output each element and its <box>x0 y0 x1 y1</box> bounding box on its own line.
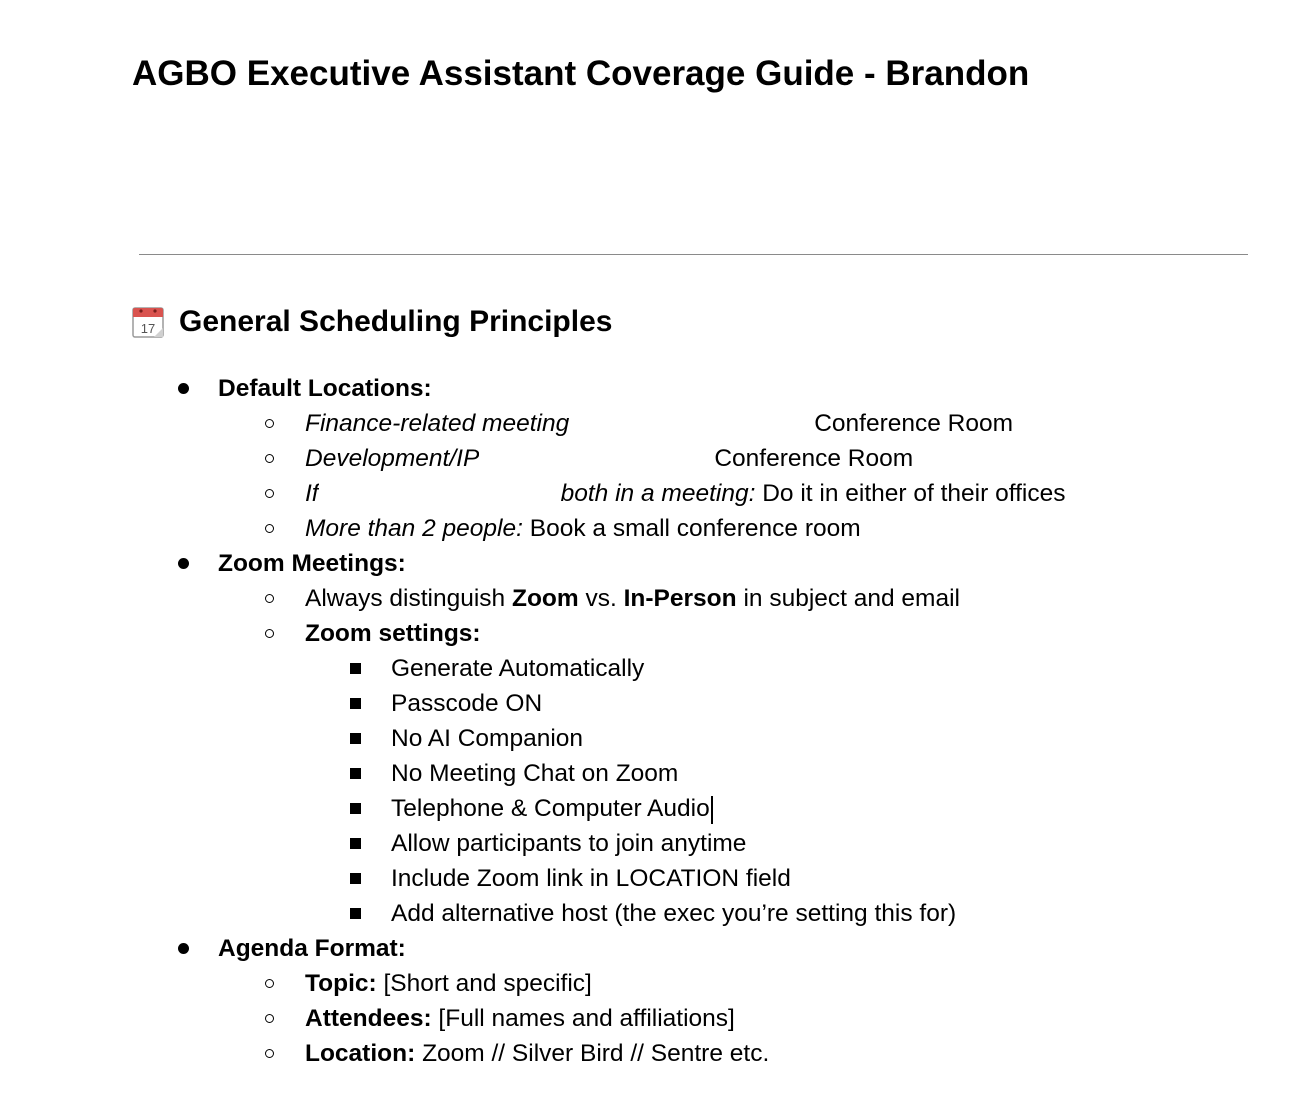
zoom-setting-text: Passcode ON <box>391 690 543 717</box>
zoom-setting-item <box>0 721 1314 756</box>
bullet-disc-icon <box>178 383 189 394</box>
redacted-region <box>319 480 561 510</box>
bullet-circle-icon <box>265 629 274 638</box>
agenda-value: [Short and specific] <box>383 970 592 997</box>
agenda-key: Topic: <box>305 970 377 997</box>
agenda-key: Location: <box>305 1040 416 1067</box>
default-locations-label: Default Locations: <box>218 375 432 402</box>
zoom-setting-text: Allow participants to join anytime <box>391 830 747 857</box>
agenda-value: [Full names and affiliations] <box>438 1005 735 1032</box>
distinguish-in-person: In-Person <box>623 585 737 612</box>
zoom-setting-text: No Meeting Chat on Zoom <box>391 760 679 787</box>
development-rest: Conference Room <box>714 445 914 472</box>
zoom-setting-item <box>0 651 1314 686</box>
agenda-value: Zoom // Silver Bird // Sentre etc. <box>422 1040 770 1067</box>
zoom-setting-item <box>0 896 1314 931</box>
finance-lead: Finance-related meeting <box>305 410 570 437</box>
bullet-circle-icon <box>265 419 274 428</box>
list-item-finance-meetings <box>0 406 1314 441</box>
agenda-format-label: Agenda Format: <box>218 935 406 962</box>
distinguish-post: in subject and email <box>743 585 960 612</box>
bullet-circle-icon <box>265 454 274 463</box>
bullet-circle-icon <box>265 979 274 988</box>
bullet-square-icon <box>350 733 361 744</box>
bullet-circle-icon <box>265 594 274 603</box>
list-item-default-locations <box>0 371 1314 406</box>
zoom-setting-item[interactable] <box>0 791 1314 826</box>
bullet-disc-icon <box>178 558 189 569</box>
both-rest: Do it in either of their offices <box>762 480 1066 507</box>
zoom-setting-text: Generate Automatically <box>391 655 645 682</box>
bullet-square-icon <box>350 838 361 849</box>
distinguish-vs: vs. <box>585 585 617 612</box>
zoom-setting-item <box>0 861 1314 896</box>
svg-text:17: 17 <box>140 321 156 336</box>
section-heading-text: General Scheduling Principles <box>179 305 613 338</box>
zoom-setting-item <box>0 686 1314 721</box>
list-item-agenda-location <box>0 1036 1314 1071</box>
bullet-circle-icon <box>265 1014 274 1023</box>
development-lead: Development/IP <box>305 445 480 472</box>
zoom-settings-label: Zoom settings: <box>305 620 481 647</box>
more-than-two-lead: More than 2 people: <box>305 515 523 542</box>
more-than-two-rest: Book a small conference room <box>529 515 861 542</box>
list-item-both-in-meeting <box>0 476 1314 511</box>
list-item-more-than-two <box>0 511 1314 546</box>
list-item-agenda-attendees <box>0 1001 1314 1036</box>
bullet-square-icon <box>350 768 361 779</box>
bullet-square-icon <box>350 698 361 709</box>
both-lead-2: both in a meeting: <box>560 480 756 507</box>
section-heading-scheduling <box>132 302 612 342</box>
both-lead: If <box>305 480 319 507</box>
bullet-circle-icon <box>265 489 274 498</box>
redacted-region <box>569 410 814 440</box>
bullet-square-icon <box>350 908 361 919</box>
bullet-disc-icon <box>178 943 189 954</box>
calendar-icon <box>132 306 164 338</box>
horizontal-divider <box>139 254 1248 255</box>
bullet-square-icon <box>350 803 361 814</box>
bullet-square-icon <box>350 873 361 884</box>
redacted-region <box>479 445 714 475</box>
zoom-setting-text[interactable]: Telephone & Computer Audio <box>391 795 710 822</box>
bullet-circle-icon <box>265 524 274 533</box>
list-item-agenda-topic <box>0 966 1314 1001</box>
distinguish-zoom: Zoom <box>512 585 579 612</box>
bullet-circle-icon <box>265 1049 274 1058</box>
list-item-zoom-meetings <box>0 546 1314 581</box>
document-title: AGBO Executive Assistant Coverage Guide - Brandon <box>132 54 1030 93</box>
list-item-agenda-format <box>0 931 1314 966</box>
distinguish-pre: Always distinguish <box>305 585 506 612</box>
agenda-key: Attendees: <box>305 1005 432 1032</box>
finance-rest: Conference Room <box>814 410 1014 437</box>
list-item-distinguish <box>0 581 1314 616</box>
zoom-setting-text: Add alternative host (the exec you’re setting this for) <box>391 900 957 927</box>
scheduling-list <box>0 371 1314 1071</box>
zoom-meetings-label: Zoom Meetings: <box>218 550 406 577</box>
zoom-setting-item <box>0 826 1314 861</box>
bullet-square-icon <box>350 663 361 674</box>
zoom-setting-item <box>0 756 1314 791</box>
list-item-zoom-settings <box>0 616 1314 651</box>
list-item-development-ip <box>0 441 1314 476</box>
zoom-setting-text: Include Zoom link in LOCATION field <box>391 865 791 892</box>
text-cursor <box>711 796 713 824</box>
zoom-setting-text: No AI Companion <box>391 725 584 752</box>
